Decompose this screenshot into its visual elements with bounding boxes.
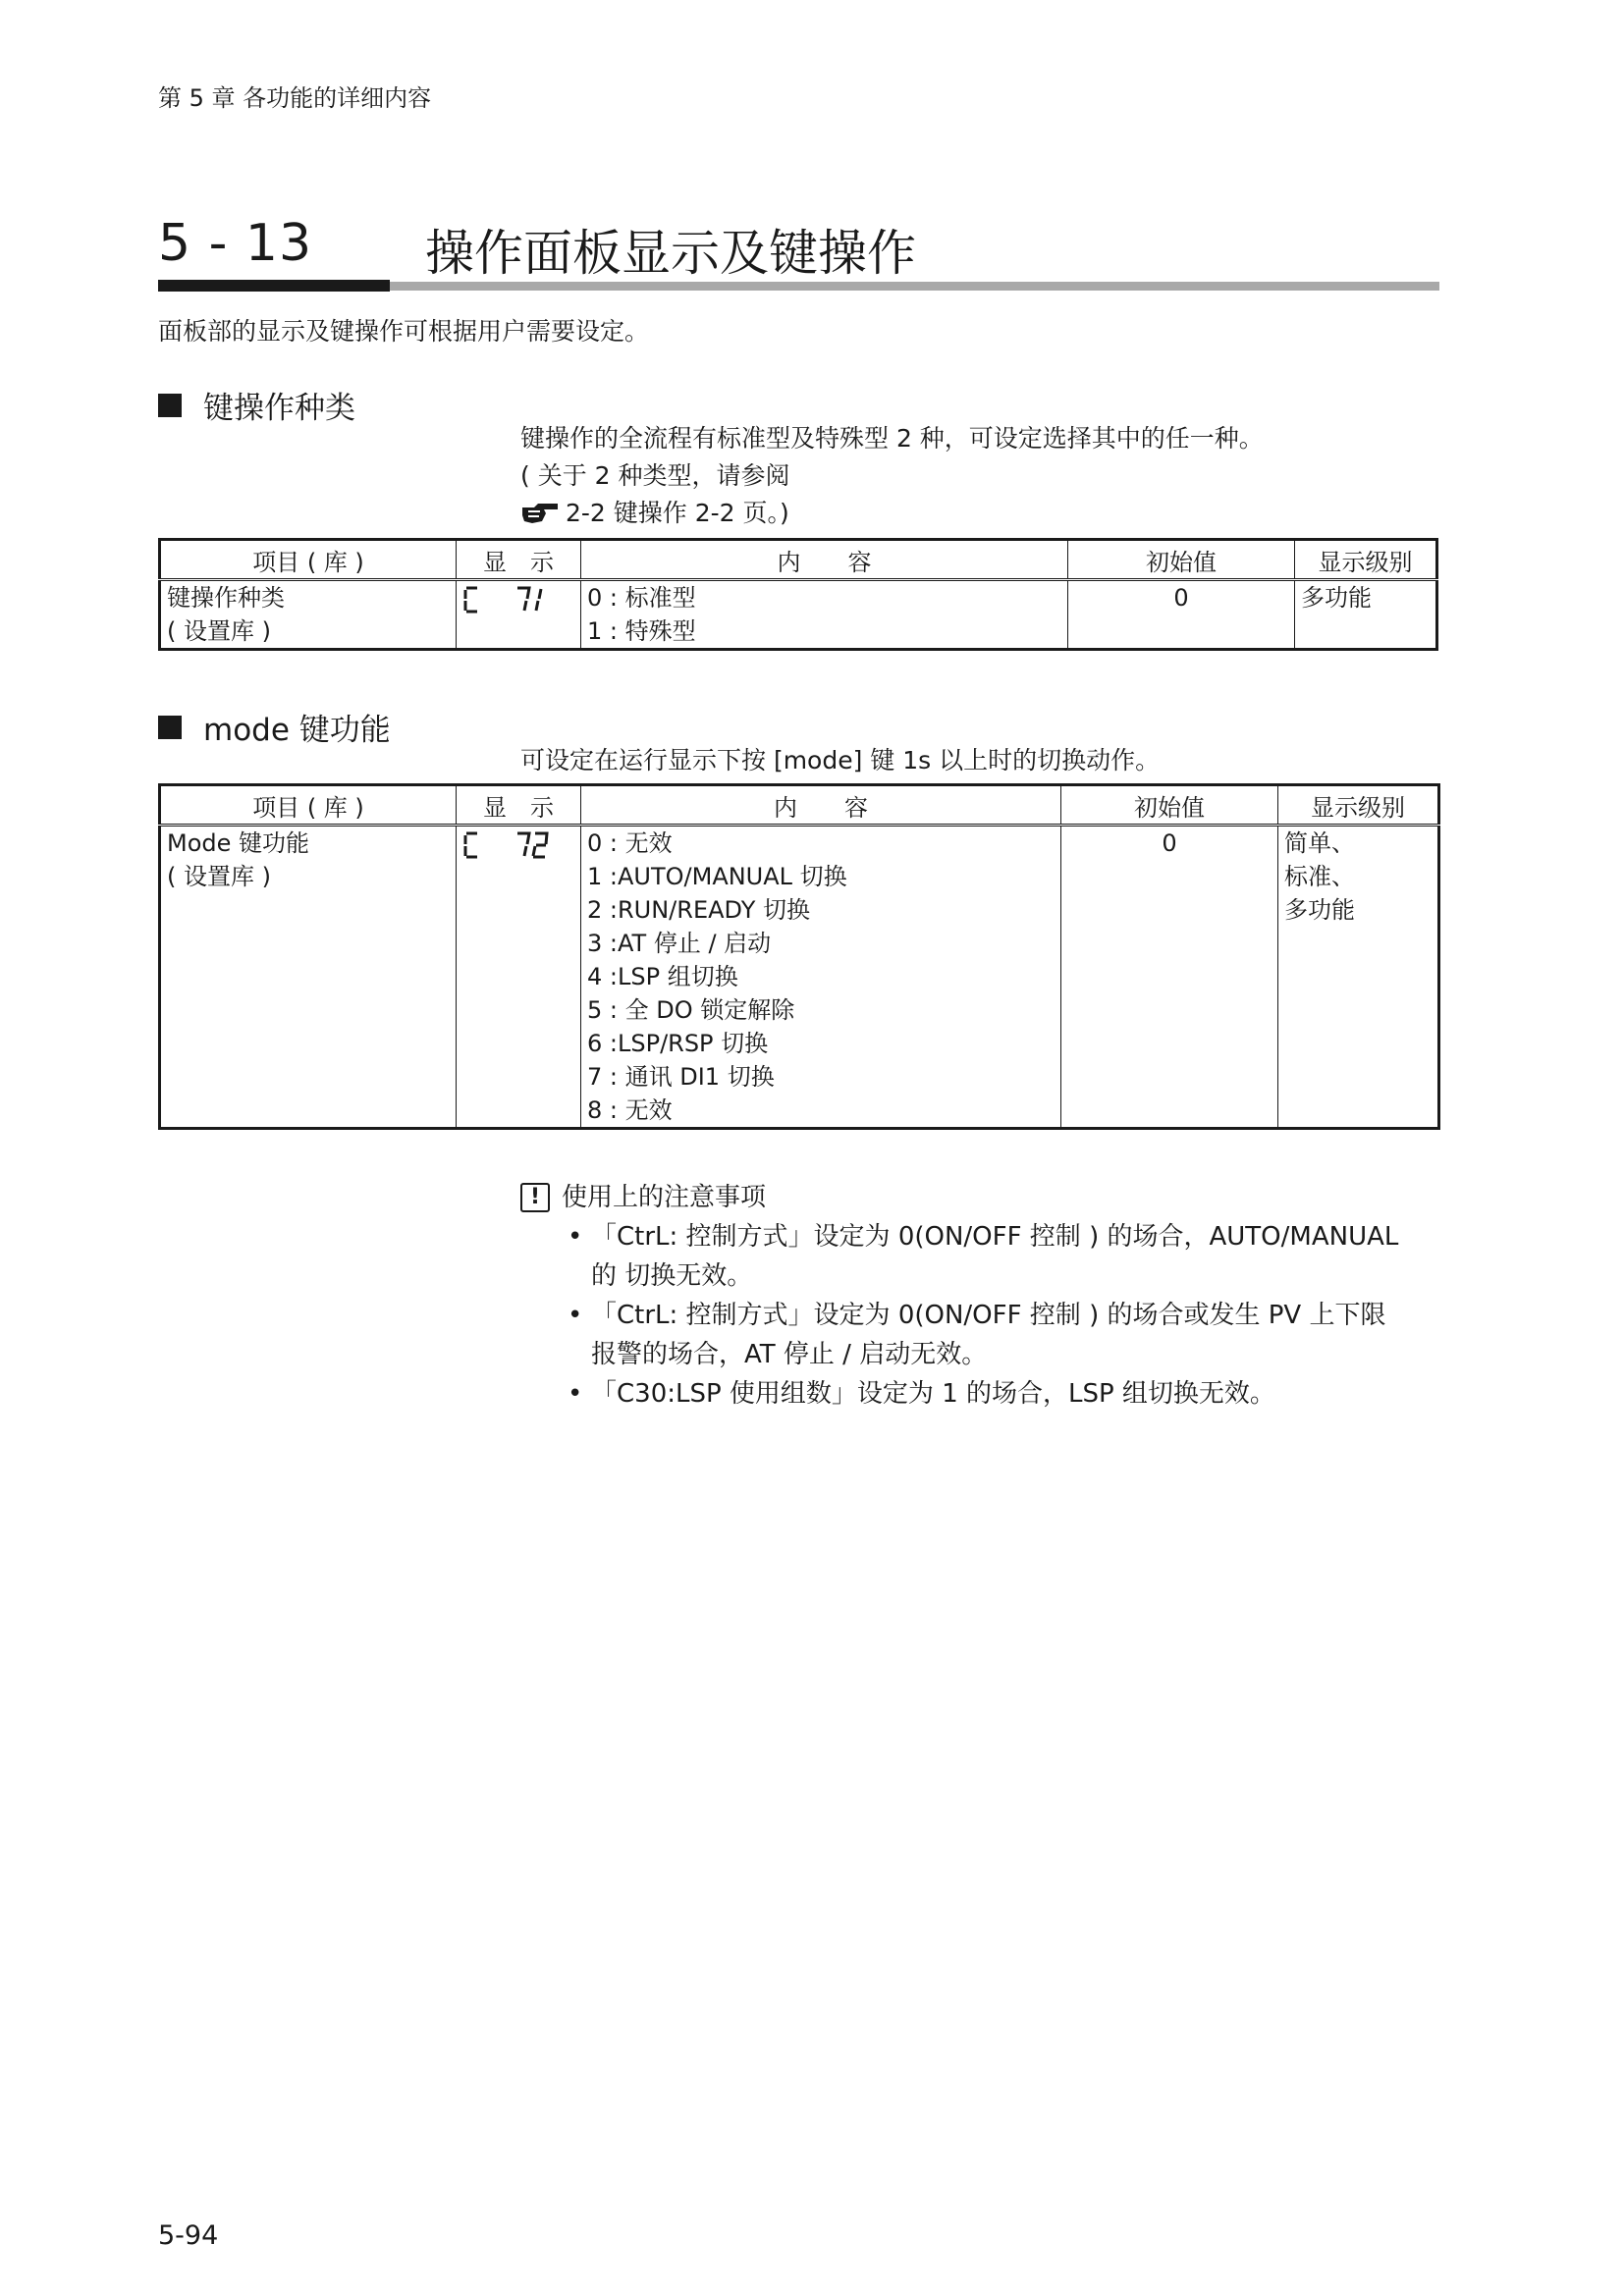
option-item: 3 :AT 停止 / 启动 <box>587 930 772 957</box>
intro-text: 面板部的显示及键操作可根据用户需要设定。 <box>158 317 650 346</box>
option-item: 7 : 通讯 DI1 切换 <box>587 1063 775 1091</box>
col-header-display: 显 示 <box>457 540 581 580</box>
content-cell <box>581 580 1068 650</box>
caution-item-line2: 报警的场合，AT 停止 / 启动无效。 <box>591 1340 988 1369</box>
title-rule-dark <box>158 280 390 292</box>
key-type-desc-line3 <box>520 495 1264 532</box>
item-cell <box>160 826 457 1129</box>
col-header-content: 内 容 <box>581 785 1061 826</box>
option-item: 2 :RUN/READY 切换 <box>587 896 810 924</box>
display-cell <box>457 580 581 650</box>
table-row <box>160 826 1439 1129</box>
section-number: 5 - 13 <box>158 214 313 273</box>
table-header-row <box>160 785 1439 826</box>
key-type-heading-text: 键操作种类 <box>203 391 355 426</box>
option-item: 0 : 无效 <box>587 829 673 857</box>
seven-segment-c72-icon <box>462 830 557 860</box>
level-line: 标准、 <box>1284 863 1355 890</box>
list-item <box>568 1217 1398 1296</box>
option-item: 4 :LSP 组切换 <box>587 963 738 990</box>
level-line: 多功能 <box>1284 896 1355 924</box>
chapter-header: 第 5 章 各功能的详细内容 <box>158 84 432 112</box>
section-title: 操作面板显示及键操作 <box>425 225 916 282</box>
caution-item-line2: 的 切换无效。 <box>591 1261 753 1291</box>
mode-key-table <box>158 783 1440 1130</box>
title-rule-light <box>390 282 1439 291</box>
display-cell <box>457 826 581 1129</box>
option-item: 8 : 无效 <box>587 1096 673 1124</box>
option-item: 1 : 特殊型 <box>587 617 696 645</box>
level-line: 简单、 <box>1284 829 1355 857</box>
caution-title <box>520 1178 1398 1217</box>
page-number: 5-94 <box>158 2220 219 2251</box>
col-header-display: 显 示 <box>457 785 581 826</box>
mode-key-heading <box>158 705 391 749</box>
key-type-heading <box>158 383 355 427</box>
col-header-initial: 初始值 <box>1061 785 1278 826</box>
col-header-level: 显示级别 <box>1278 785 1439 826</box>
item-name: Mode 键功能 <box>167 829 310 857</box>
initial-value: 0 <box>1068 580 1295 650</box>
option-item: 6 :LSP/RSP 切换 <box>587 1030 769 1057</box>
option-item: 5 : 全 DO 锁定解除 <box>587 996 795 1024</box>
black-square-icon <box>158 716 182 739</box>
exclamation-box-icon: ! <box>520 1183 550 1212</box>
key-type-desc-line1: 键操作的全流程有标准型及特殊型 2 种，可设定选择其中的任一种。 <box>520 424 1264 453</box>
key-type-table <box>158 538 1438 651</box>
display-level: 多功能 <box>1295 580 1437 650</box>
caution-list <box>520 1217 1398 1414</box>
caution-item-line1: • 「CtrL: 控制方式」设定为 0(ON/OFF 控制 ) 的场合，AUTO/MANUAL <box>591 1222 1399 1252</box>
mode-key-heading-text: mode 键功能 <box>203 713 391 748</box>
caution-title-text: 使用上的注意事项 <box>562 1183 767 1212</box>
seven-segment-c71-icon <box>462 585 557 614</box>
black-square-icon <box>158 394 182 417</box>
mode-key-desc-text: 可设定在运行显示下按 [mode] 键 1s 以上时的切换动作。 <box>520 746 1161 774</box>
item-bank: ( 设置库 ) <box>167 617 271 645</box>
caution-item-line1: • 「C30:LSP 使用组数」设定为 1 的场合，LSP 组切换无效。 <box>591 1379 1275 1409</box>
key-type-desc-line2: ( 关于 2 种类型，请参阅 <box>520 461 790 490</box>
display-level <box>1278 826 1439 1129</box>
table-header-row <box>160 540 1437 580</box>
col-header-item: 项目 ( 库 ) <box>160 540 457 580</box>
mode-key-description <box>520 742 1160 779</box>
list-item <box>568 1296 1398 1374</box>
initial-value: 0 <box>1061 826 1278 1129</box>
col-header-item: 项目 ( 库 ) <box>160 785 457 826</box>
col-header-level: 显示级别 <box>1295 540 1437 580</box>
table-row <box>160 580 1437 650</box>
caution-item-line1: • 「CtrL: 控制方式」设定为 0(ON/OFF 控制 ) 的场合或发生 PV 上下限 <box>591 1301 1386 1330</box>
item-cell <box>160 580 457 650</box>
pointing-hand-icon <box>520 500 560 527</box>
option-item: 1 :AUTO/MANUAL 切换 <box>587 863 847 890</box>
caution-block <box>520 1178 1398 1414</box>
col-header-content: 内 容 <box>581 540 1068 580</box>
item-name: 键操作种类 <box>167 584 285 612</box>
key-type-desc-line3-text: 2-2 键操作 2-2 页。) <box>566 499 789 527</box>
list-item <box>568 1374 1398 1414</box>
key-type-description <box>520 420 1264 532</box>
content-cell <box>581 826 1061 1129</box>
col-header-initial: 初始值 <box>1068 540 1295 580</box>
option-item: 0 : 标准型 <box>587 584 696 612</box>
item-bank: ( 设置库 ) <box>167 863 271 890</box>
